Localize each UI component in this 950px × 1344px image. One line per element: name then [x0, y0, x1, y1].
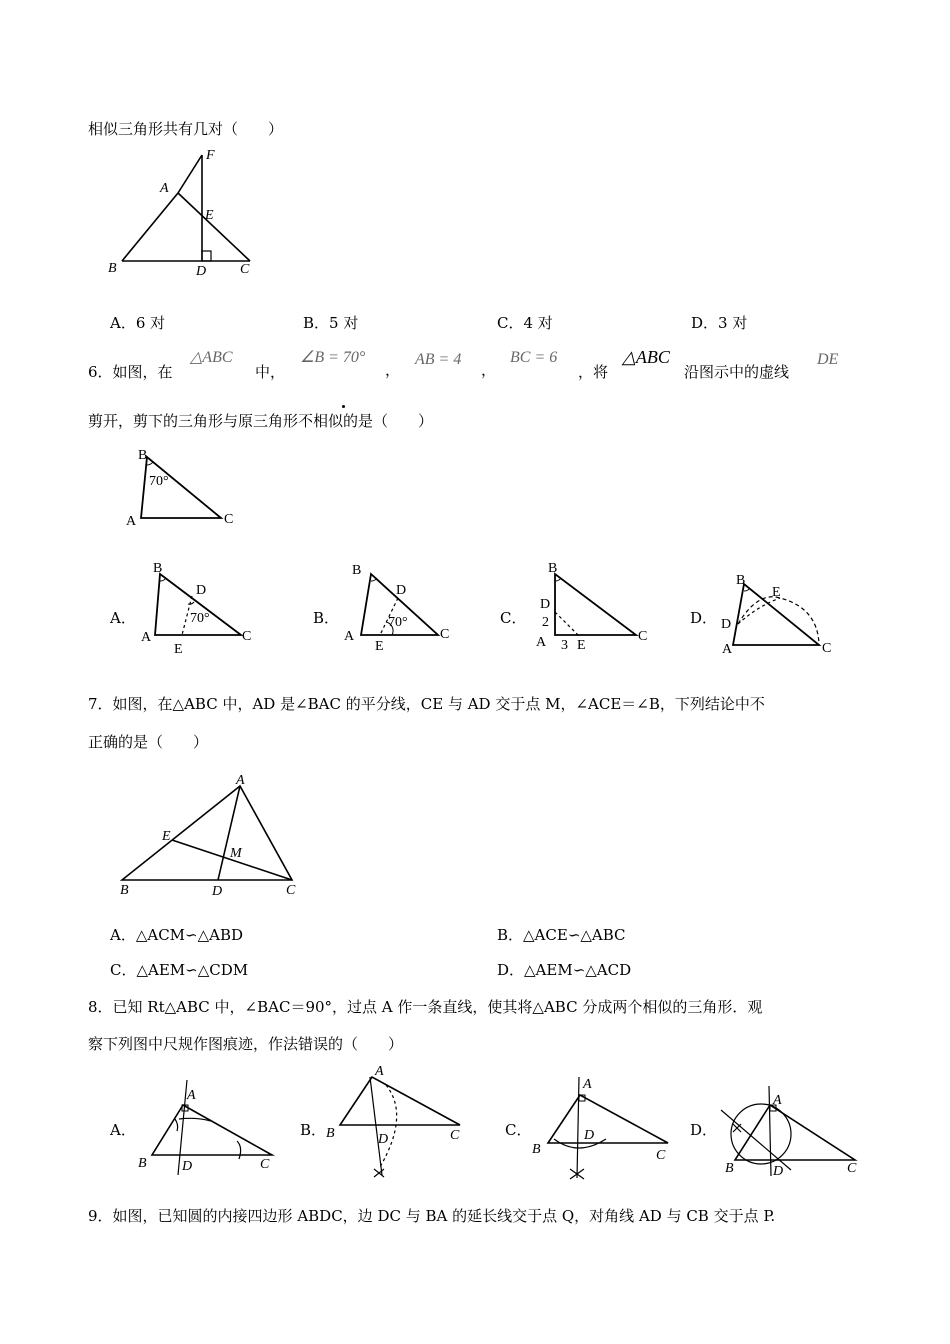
- q7-label-C: C: [286, 883, 296, 898]
- q6-text-zhong: 中，: [255, 363, 286, 381]
- main-angle-70: 70°: [149, 474, 169, 489]
- q5-option-d[interactable]: D．3 对: [691, 314, 748, 332]
- q8d-label-B: B: [725, 1161, 734, 1176]
- q8c-label-B: B: [532, 1142, 541, 1157]
- q8c-label-C: C: [656, 1148, 666, 1163]
- q8c-label-A: A: [583, 1077, 592, 1092]
- q6-option-d-figure: [718, 566, 848, 661]
- fig-label-B: B: [548, 561, 558, 576]
- fig-label-B: B: [153, 561, 163, 576]
- fig-angle-70: 70°: [190, 611, 210, 626]
- fig-label-A: A: [344, 629, 355, 644]
- main-label-A: A: [126, 514, 137, 529]
- q6-math-de: DE: [817, 351, 839, 368]
- q8c-label-D: D: [584, 1128, 595, 1143]
- q5-option-a[interactable]: A．6 对: [110, 314, 166, 332]
- fig-label-E: E: [174, 642, 183, 657]
- label-E: E: [205, 208, 214, 223]
- q6-option-b-figure: [340, 556, 465, 661]
- q5-option-b[interactable]: B．5 对: [303, 314, 359, 332]
- q6-comma-1: ，: [385, 361, 401, 379]
- q6-math-triangle: △ABC: [190, 349, 233, 366]
- q7-line2: 正确的是（ ）: [88, 733, 209, 751]
- label-F: F: [206, 148, 215, 163]
- q7-label-E: E: [162, 829, 171, 844]
- q8-line1: 8．已知 Rt△ABC 中，∠BAC＝90°，过点 A 作一条直线，使其将△ABC 分成两个相似的三角形．观: [88, 998, 763, 1016]
- fig-label-E: E: [772, 585, 781, 600]
- label-D: D: [196, 264, 207, 279]
- q7-option-b[interactable]: B．△ACE∽△ABC: [497, 926, 626, 944]
- q9-line1: 9．如图，已知圆的内接四边形 ABDC，边 DC 与 BA 的延长线交于点 Q，对角线 AD 与 CB 交于点 P.: [88, 1207, 776, 1225]
- q5-figure: [100, 145, 270, 280]
- q6-option-d[interactable]: D．: [690, 609, 718, 627]
- label-C: C: [240, 262, 250, 277]
- q8-option-a-figure: [135, 1075, 280, 1175]
- q8-option-c[interactable]: C．: [505, 1121, 532, 1139]
- q6-math-ab: AB = 4: [415, 351, 462, 368]
- q7-label-B: B: [120, 883, 129, 898]
- q8-option-d-figure: [715, 1080, 865, 1180]
- q8b-label-A: A: [375, 1064, 384, 1079]
- q7-option-d[interactable]: D．△AEM∽△ACD: [497, 961, 632, 979]
- q8a-label-C: C: [260, 1157, 270, 1172]
- emphasis-dot: [342, 405, 345, 408]
- q6-math-bc: BC = 6: [510, 349, 558, 366]
- q8-option-d[interactable]: D．: [690, 1121, 718, 1139]
- fig-label-C: C: [822, 641, 832, 656]
- q8-option-a[interactable]: A．: [110, 1121, 136, 1139]
- fig-label-D: D: [396, 583, 407, 598]
- q7-line1: 7．如图，在△ABC 中，AD 是∠BAC 的平分线，CE 与 AD 交于点 M，∠ACE＝∠B，下列结论中不: [88, 695, 765, 713]
- fig-label-D: D: [540, 597, 551, 612]
- q8b-label-D: D: [378, 1132, 389, 1147]
- fig-label-D: D: [721, 617, 732, 632]
- q7-label-M: M: [230, 846, 242, 861]
- fig-label-B: B: [736, 573, 746, 588]
- fig-label-C: C: [638, 629, 648, 644]
- q6-number: 6．如图，在: [88, 363, 173, 381]
- q6-option-c[interactable]: C．: [500, 609, 527, 627]
- fig-label-A: A: [536, 635, 547, 650]
- main-label-C: C: [224, 512, 234, 527]
- q6-option-a[interactable]: A．: [110, 609, 136, 627]
- q6-option-c-figure: [530, 556, 655, 661]
- fig-num-3: 3: [561, 638, 568, 653]
- q8-option-b-figure: [320, 1065, 470, 1175]
- q7-figure: [112, 770, 312, 900]
- q8d-label-D: D: [773, 1164, 784, 1179]
- q6-math-angle: ∠B = 70°: [300, 349, 366, 366]
- q6-math-triangle-2: △ABC: [622, 347, 670, 367]
- q6-option-a-figure: [138, 556, 263, 661]
- fig-label-A: A: [722, 642, 733, 657]
- fig-label-B: B: [352, 563, 362, 578]
- q7-label-D: D: [212, 884, 223, 899]
- fig-label-E: E: [375, 639, 384, 654]
- fig-label-A: A: [141, 630, 152, 645]
- q8a-label-D: D: [182, 1159, 193, 1174]
- q8b-label-B: B: [326, 1126, 335, 1141]
- fig-angle-70: 70°: [388, 615, 408, 630]
- q8-option-c-figure: [528, 1073, 678, 1178]
- q8d-label-A: A: [773, 1093, 782, 1108]
- fig-label-D: D: [196, 583, 207, 598]
- q8a-label-A: A: [187, 1088, 196, 1103]
- main-label-B: B: [138, 448, 148, 463]
- q5-stem: 相似三角形共有几对（ ）: [88, 120, 284, 138]
- q6-comma-2: ，: [481, 361, 497, 379]
- q8-option-b[interactable]: B．: [300, 1121, 327, 1139]
- q8a-label-B: B: [138, 1156, 147, 1171]
- q6-option-b[interactable]: B．: [313, 609, 340, 627]
- q6-text-jiang: ，将: [578, 363, 609, 381]
- fig-label-C: C: [440, 627, 450, 642]
- q8d-label-C: C: [847, 1161, 857, 1176]
- fig-label-E: E: [577, 638, 586, 653]
- fig-num-2: 2: [542, 615, 549, 630]
- label-B: B: [108, 261, 117, 276]
- q8-line2: 察下列图中尺规作图痕迹，作法错误的（ ）: [88, 1035, 404, 1053]
- q7-option-a[interactable]: A．△ACM∽△ABD: [110, 926, 244, 944]
- q6-line2: 剪开，剪下的三角形与原三角形不相似的是（ ）: [88, 412, 434, 430]
- q6-main-figure: [120, 445, 250, 530]
- fig-label-C: C: [242, 629, 252, 644]
- q5-option-c[interactable]: C．4 对: [497, 314, 553, 332]
- label-A: A: [160, 181, 169, 196]
- q7-option-c[interactable]: C．△AEM∽△CDM: [110, 961, 249, 979]
- q6-text-along: 沿图示中的虚线: [684, 363, 790, 381]
- q8b-label-C: C: [450, 1128, 460, 1143]
- q7-label-A: A: [236, 773, 245, 788]
